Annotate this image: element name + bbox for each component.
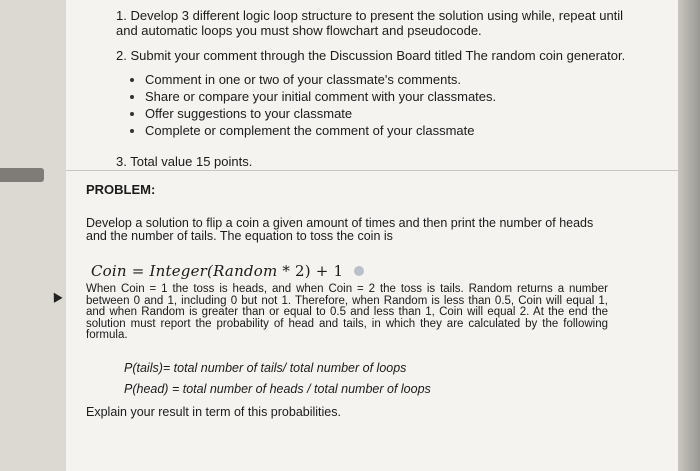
coin-equation: [91, 262, 364, 280]
bullet-icon: [130, 95, 134, 99]
section-divider: [66, 170, 678, 171]
formula-tails: P(tails)= total number of tails/ total number of loops: [124, 361, 407, 375]
equation-times: * 2): [277, 262, 311, 280]
list-item: Comment in one or two of your classmate's comments.: [130, 72, 636, 87]
comment-bullets: [130, 72, 636, 138]
equation-equals: =: [131, 262, 145, 280]
equation-lhs: Coin: [91, 262, 127, 280]
problem-heading: PROBLEM:: [86, 182, 156, 197]
closing-instruction: Explain your result in term of this probabilities.: [86, 405, 341, 419]
list-item: Offer suggestions to your classmate: [130, 106, 636, 121]
bullet-icon: [130, 78, 134, 82]
instruction-item-3: 3. Total value 15 points.: [116, 154, 253, 169]
bullet-icon: [130, 129, 134, 133]
document-page: [66, 0, 678, 471]
equation-plus: + 1: [310, 262, 344, 280]
problem-explanation: When Coin = 1 the toss is heads, and when Coin = 2 the toss is tails. Random returns a number between 0 and 1, including 0 but not 1. Therefore, when Random is less than 0.5, Coin will equal 1, and when Random is greater than or equal to 0.5 and less than 1, Coin will equal 2. At the end the solution must report the probability of head and tails, in which they are calculated by the following formula.: [86, 283, 608, 342]
background-right: [678, 0, 700, 471]
instructions-list: [116, 8, 636, 169]
problem-intro: Develop a solution to flip a coin a given amount of times and then print the number of heads and the number of tails. The equation to toss the coin is: [86, 216, 594, 243]
instruction-item-2: 2. Submit your comment through the Discussion Board titled The random coin generator.: [116, 48, 626, 63]
list-item: Share or compare your initial comment with your classmates.: [130, 89, 636, 104]
equation-rhs: Integer(Random: [149, 262, 278, 280]
instruction-item-1: 1. Develop 3 different logic loop structure to present the solution using while, repeat until and automatic loops you must show flowchart and pseudocode.: [116, 8, 624, 38]
bullet-icon: [130, 112, 134, 116]
scrollbar-thumb[interactable]: [0, 168, 44, 182]
background-left: [0, 0, 66, 471]
list-item: Complete or complement the comment of your classmate: [130, 123, 636, 138]
equation-info-icon[interactable]: [354, 266, 364, 276]
formula-head: P(head) = total number of heads / total number of loops: [124, 382, 431, 396]
